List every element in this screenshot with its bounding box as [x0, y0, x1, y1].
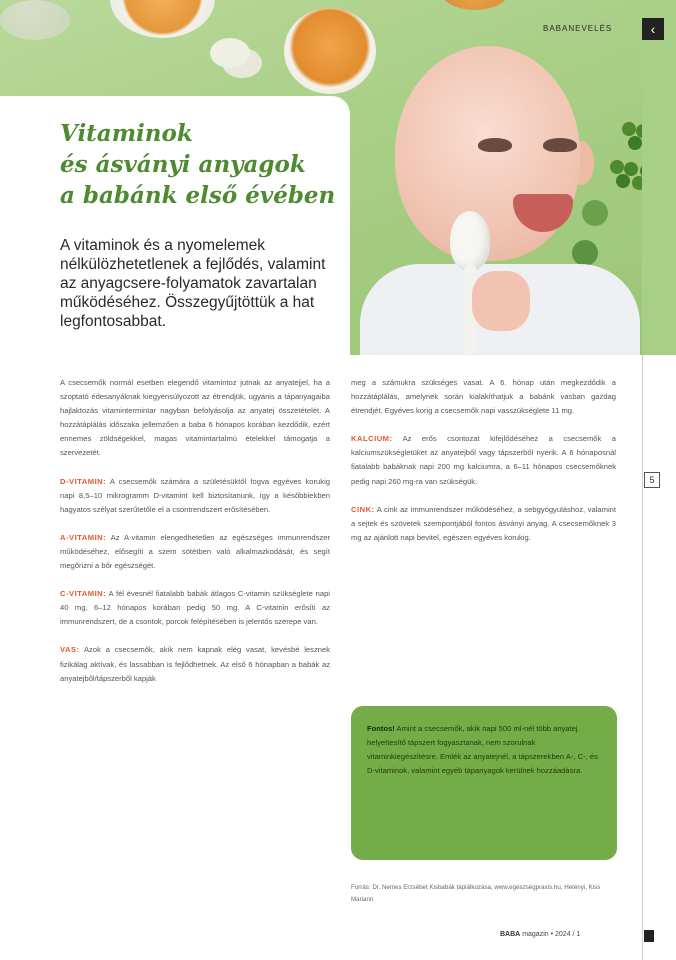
paragraph	[351, 432, 616, 488]
baby-eye	[478, 138, 512, 152]
keyword: VAS:	[60, 645, 80, 655]
paragraph	[60, 475, 330, 517]
left-column	[60, 376, 330, 700]
paragraph-text: Az erős csontozat kifejlődéséhez a csecsemők a kalciumszükségletüket az anyatejből vagy tápszerből nyerik. A 6 hónaposnál fiatalabb babáknak napi 200 mg kalciumra, a 6–11 hónapos csecsemőknek pedig napi 260 mg-ra van szükségük.	[351, 434, 616, 486]
paragraph-text: Az A-vitamin elengedhetetlen az egészséges immunrendszer működéséhez, elősegíti a szem sötétben való alkalmazkodását, és segít megőrizni a bőr egészségét.	[60, 532, 330, 571]
paragraph-text: A csecsemők számára a születésüktől fogva egyéves korukig napi 8,5–10 mikrogramm D-vitamint kell biztosítanunk, így a későbbiekben hagyatos szélyat szerűtetőle el a csontrendszert erősítésében.	[60, 476, 330, 514]
food-bowl	[110, 0, 215, 38]
keyword: C-VITAMIN:	[60, 589, 107, 599]
article-lead: A vitaminok és a nyomelemek nélkülözhetetlenek a fejlődés, valamint az anyagcsere-folyamatok zavartalan működéséhez. Összegyűjtöttük a hat legfontosabbat.	[60, 237, 326, 330]
source-note: Forrás: Dr. Nemes Erzsébet Kisbabák táplálkozása, www.egészségpraxis.hu, Hetényi, Kiss Mariann	[351, 884, 601, 903]
paragraph	[60, 531, 330, 573]
right-column	[351, 376, 616, 559]
page-number-tab: 5	[644, 472, 660, 488]
paragraph-text: A fél évesnél fiatalabb babák átlagos C-vitamin szükséglete napi 40 mg, 6–12 hónapos korában pedig 50 mg. A C-vitamin erősíti az immunrendszert, de a csontok, porcok felépítésében is jelentős szerepe van.	[60, 589, 330, 627]
baby-photo	[350, 36, 642, 355]
footer-brand: BABA	[500, 931, 521, 938]
keyword: D-VITAMIN:	[60, 476, 107, 486]
baby-eye	[543, 138, 577, 152]
paragraph	[60, 587, 330, 629]
cauliflower	[210, 38, 250, 68]
corner-mark	[644, 930, 654, 942]
tip-text: Amint a csecsemők, akik napi 500 ml-nél több anyatej helyettesítő tápszert fogyasztanak, nem szorulnak vitaminkiegészítésre. Emlék az anyatejnél, a tápszerekben A-, C-, és D-vitaminok, valamint egyéb tápanyagok kerülnek hozzáadásra.	[367, 724, 598, 775]
chevron-left-icon[interactable]: ‹	[642, 18, 664, 40]
baby-hand	[472, 271, 530, 331]
page-edge-strip-top	[642, 0, 676, 355]
food-bowl	[440, 0, 510, 10]
footer-magazine: magazin	[522, 931, 549, 938]
keyword: A-VITAMIN:	[60, 532, 107, 542]
paragraph: meg a számukra szükséges vasat. A 6. hónap után megkezdődik a hozzátáplálás, amelynek során kialakíthatjuk a babánk vasban gazdag étrendjét. Egyéves korig a csecsemők napi vasszükséglete 11 mg.	[351, 378, 616, 416]
paragraph	[351, 503, 616, 545]
paragraph: A csecsemők normál esetben elegendő vitamintoz jutnak az anyatejjel, ha a szoptató édesanyáknak kiegyensúlyozott az étrendjük, ugyanis a tápanyagaiba hajlaktozás vitamintermintar nagyban befolyásolja az anyatej összetételét. A hozzátáplálás időszaka jellemzően a baba 6 hónapos korában kezdődik, ezért ennemes zöldségekkel, magas vitamintartalmú ételekkel támogatja a szervezetét.	[60, 378, 330, 458]
food-bowl	[0, 0, 70, 40]
tip-label: Fontos!	[367, 724, 395, 733]
paragraph	[60, 643, 330, 685]
section-tag: BABANEVELÉS	[543, 24, 613, 33]
keyword: CINK:	[351, 504, 375, 514]
spoon	[450, 211, 490, 271]
keyword: KALCIUM:	[351, 434, 393, 444]
footer-issue: • 2024 / 1	[550, 931, 581, 938]
baby-mouth	[513, 194, 573, 232]
tip-box	[351, 706, 617, 860]
paragraph-text: Azok a csecsemők, akik nem kapnak elég vasat, kevésbé lesznek fizikálag aktívak, és lassabban is fejlődhetnek. Az első 6 hónapban a babák az anyatejből/tápszerből kapják	[60, 645, 330, 683]
title-line: Vitaminok	[60, 120, 193, 147]
title-line: a babánk első évében	[60, 182, 336, 209]
paragraph-text: A cink az immunrendszer működéséhez, a sebgyógyuláshoz, valamint a sejtek és szövetek szempontjából fontos ásványi anyag. A csecsemőknek 3 mg az ajánlott napi bevitel, egészen egyéves korukig.	[351, 504, 616, 542]
article-title	[60, 118, 340, 211]
page-footer	[500, 931, 580, 938]
title-line: és ásványi anyagok	[60, 151, 306, 178]
